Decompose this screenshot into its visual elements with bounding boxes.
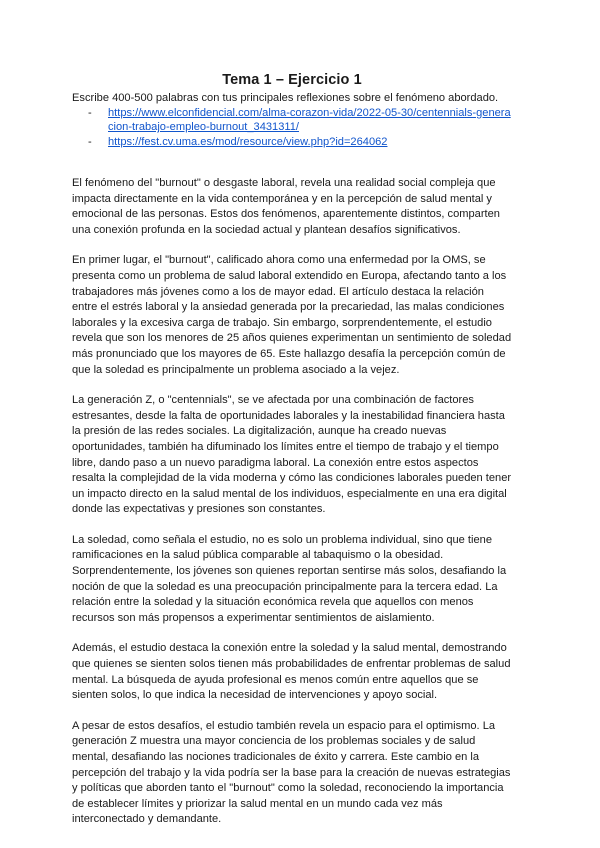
paragraph-1: El fenómeno del "burnout" o desgaste laboral, revela una realidad social compleja que impacta directamente en la vida contemporánea y en la percepción de salud mental y emocional de las personas. Estos dos fenómenos, aparentemente distintos, comparten una conexión profunda en la sociedad actual y plantean desafíos significativos. <box>72 177 500 236</box>
paragraph-2: En primer lugar, el "burnout", calificado ahora como una enfermedad por la OMS, se presenta como un problema de salud laboral extendido en Europa, afectando tanto a los trabajadores más jóvenes como a los de mayor edad. El artículo destaca la relación entre el estrés laboral y la ansiedad generada por la precariedad, las malas condiciones laborales y la excesiva carga de trabajo. Sin embargo, sorprendentemente, el estudio revela que son los menores de 25 años quienes experimentan un sentimiento de soledad más pronunciado que los mayores de 65. Este hallazgo desafía la percepción común de que la soledad es principalmente un problema asociado a la vejez. <box>72 254 512 376</box>
reference-links <box>72 106 512 150</box>
link-item-1 <box>88 106 512 135</box>
document-title: Tema 1 – Ejercicio 1 <box>222 72 362 88</box>
instruction-text: Escribe 400-500 palabras con tus principales reflexiones sobre el fenómeno abordado. <box>72 92 499 104</box>
list-dash: - <box>88 106 92 119</box>
list-dash: - <box>88 135 92 148</box>
paragraph-3: La generación Z, o "centennials", se ve afectada por una combinación de factores estresantes, desde la falta de oportunidades laborales y la inestabilidad financiera hasta la presión de las redes sociales. La digitalización, aunque ha creado nuevas oportunidades, también ha difuminado los límites entre el tiempo de trabajo y el tiempo libre, dando paso a un nuevo paradigma laboral. La conexión entre estos aspectos resalta la complejidad de la vida moderna y cómo las condiciones laborales pueden tener un impacto directo en la salud mental de los individuos, especialmente en una era digital donde las expectativas y presiones son constantes. <box>72 394 512 516</box>
link-uma-resource[interactable]: https://fest.cv.uma.es/mod/resource/view.php?id=264062 <box>108 135 388 148</box>
paragraph-6: A pesar de estos desafíos, el estudio también revela un espacio para el optimismo. La generación Z muestra una mayor conciencia de los problemas sociales y de salud mental, desafiando las nociones tradicionales de éxito y carrera. Este cambio en la percepción del trabajo y la vida podría ser la base para la creación de nuevas estrategias y políticas que aborden tanto el "burnout" como la soledad, reconociendo la importancia de establecer límites y priorizar la salud mental en un mundo cada vez más interconectado y demandante. <box>72 719 511 826</box>
link-item-2 <box>88 135 512 150</box>
paragraph-5: Además, el estudio destaca la conexión entre la soledad y la salud mental, demostrando que quienes se sienten solos tienen más probabilidades de enfrentar problemas de salud mental. La búsqueda de ayuda profesional es menos común entre aquellos que se sienten solos, lo que indica la necesidad de intervenciones y apoyo social. <box>72 642 511 702</box>
link-elconfidencial[interactable]: https://www.elconfidencial.com/alma-corazon-vida/2022-05-30/centennials-generacion-trabajo-empleo-burnout_3431311/ <box>108 106 511 133</box>
paragraph-4: La soledad, como señala el estudio, no es solo un problema individual, sino que tiene ramificaciones en la salud pública comparable al tabaquismo o la obesidad. Sorprendentemente, los jóvenes son quienes reportan sentirse más solos, desafiando la noción de que la soledad es una preocupación principalmente para la tercera edad. La relación entre la soledad y la situación económica revela que aquellos con menos recursos son más propensos a experimentar sentimientos de aislamiento. <box>72 533 507 624</box>
